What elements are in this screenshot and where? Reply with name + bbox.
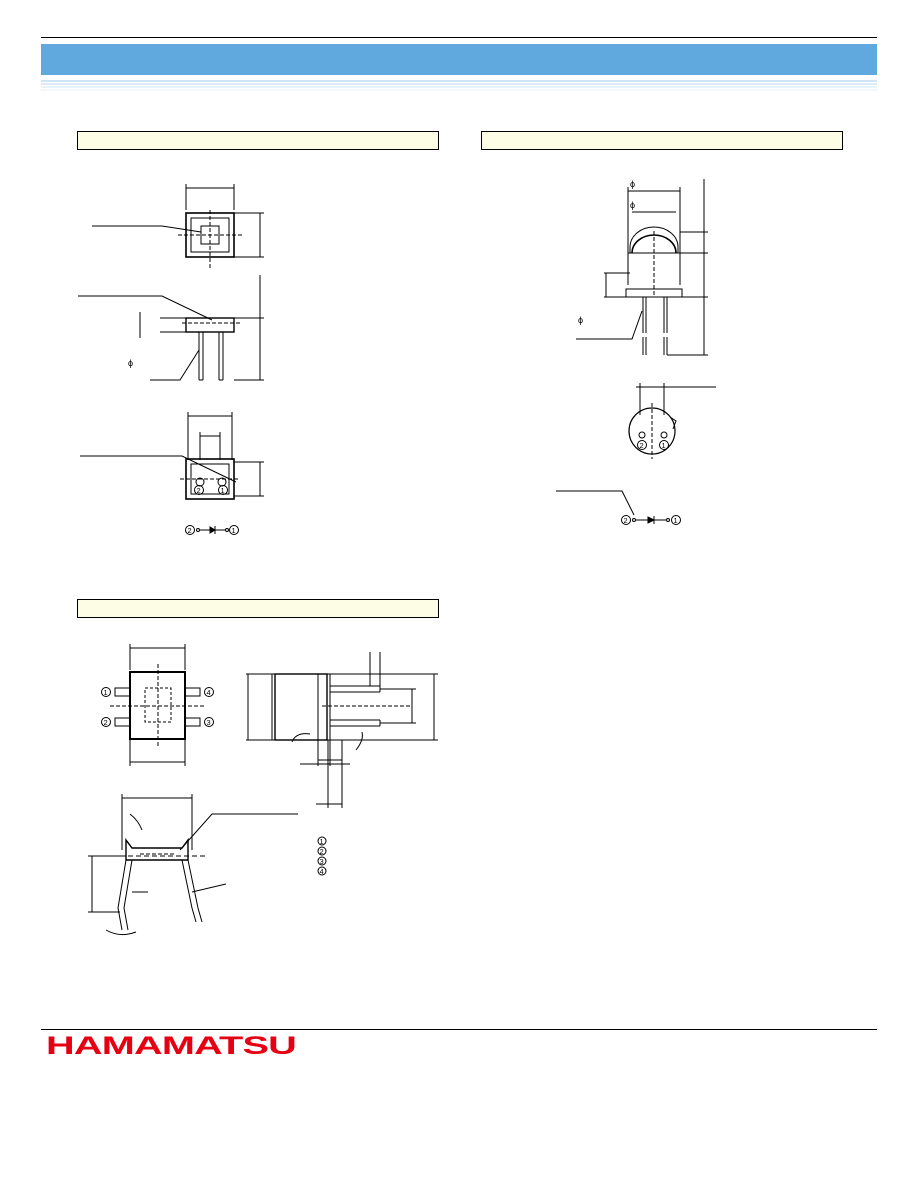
hamamatsu-logo — [46, 1034, 298, 1056]
phi-symbol-2: ϕ — [630, 179, 636, 189]
brand-name: HAMAMATSU — [46, 1034, 296, 1056]
pin-2-label-d: 2 — [623, 516, 628, 525]
pin-1-label-a: 1 — [220, 486, 225, 495]
top-view-3 — [102, 644, 214, 766]
pin-1-label-e: 1 — [103, 688, 108, 697]
footer-rule — [41, 1029, 877, 1030]
legend-pin-3: 3 — [319, 857, 324, 866]
schematic-2 — [556, 491, 681, 525]
pin-2-label-c: 2 — [639, 441, 644, 450]
bottom-view-2 — [629, 383, 716, 459]
top-view-1 — [92, 184, 264, 268]
pin-2-label-e: 2 — [103, 718, 108, 727]
package-drawing-2 — [570, 175, 730, 535]
section-header-1 — [77, 131, 439, 150]
phi-symbol-1: ϕ — [128, 358, 134, 368]
pin-legend-3 — [318, 837, 326, 876]
package-drawing-1 — [70, 180, 290, 540]
package-drawing-3 — [80, 640, 450, 950]
title-band — [41, 44, 877, 75]
bottom-view-1 — [80, 412, 264, 499]
pin-1-label-d: 1 — [673, 516, 678, 525]
pin-3-label-e: 3 — [206, 718, 211, 727]
end-view-3 — [88, 794, 298, 935]
legend-pin-1: 1 — [319, 837, 324, 846]
side-view-2 — [576, 179, 708, 355]
schematic-1 — [186, 526, 239, 536]
legend-pin-4: 4 — [319, 867, 324, 876]
section-header-3 — [77, 599, 439, 618]
side-view-1 — [78, 275, 264, 380]
pin-2-label-a: 2 — [196, 486, 201, 495]
pin-1-label-c: 1 — [661, 441, 666, 450]
band-stripes — [41, 80, 877, 92]
pin-4-label-e: 4 — [206, 688, 211, 697]
side-view-3 — [246, 652, 438, 808]
section-header-2 — [481, 131, 843, 150]
top-rule — [41, 37, 877, 38]
legend-pin-2: 2 — [319, 847, 324, 856]
phi-symbol-3: ϕ — [630, 200, 636, 210]
pin-1-label-b: 1 — [231, 526, 236, 535]
phi-symbol-4: ϕ — [578, 315, 584, 325]
pin-2-label-b: 2 — [187, 526, 192, 535]
